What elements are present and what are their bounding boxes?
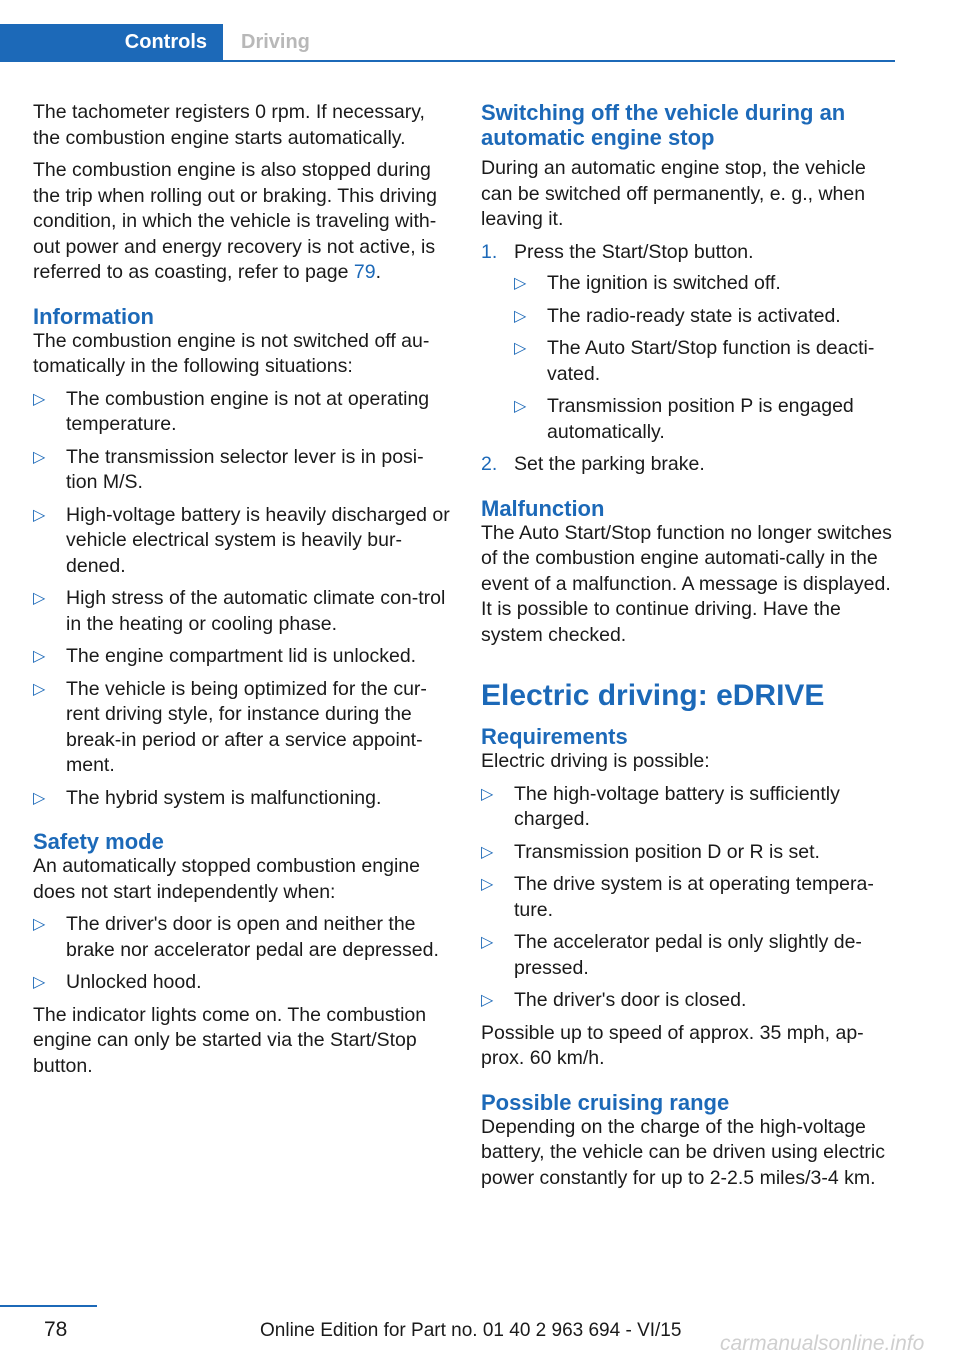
header-rule — [0, 60, 895, 62]
requirements-outro: Possible up to speed of approx. 35 mph, ap‐prox. 60 km/h. — [481, 1021, 864, 1069]
list-item-text: The vehicle is being optimized for the cur‐rent driving style, for instance during the break-in period or after a service appoint‐ment. — [66, 677, 427, 776]
edition-footer: Online Edition for Part no. 01 40 2 963 694 - VI/15 — [260, 1320, 682, 1341]
step-text: Set the parking brake. — [514, 453, 705, 475]
list-item-text: The high-voltage battery is sufficiently charged. — [514, 782, 840, 830]
list-item-text: High stress of the automatic climate con‐trol in the heating or cooling phase. — [66, 587, 446, 635]
list-item — [481, 782, 901, 833]
triangle-bullet-icon: ▷ — [514, 340, 527, 357]
list-item-text: The driver's door is closed. — [514, 989, 747, 1011]
list-item — [33, 586, 453, 637]
paragraph-coasting — [33, 158, 453, 286]
list-item — [514, 336, 901, 387]
step-sub-list — [514, 271, 901, 445]
list-item-text: The Auto Start/Stop function is deacti‐vated. — [547, 337, 875, 385]
requirements-intro: Electric driving is possible: — [481, 750, 710, 772]
triangle-bullet-icon: ▷ — [514, 307, 527, 325]
safety-list — [33, 912, 453, 996]
section-title-edrive: Electric driving: eDRIVE — [481, 679, 825, 712]
triangle-bullet-icon: ▷ — [33, 789, 46, 807]
list-item-text: The radio-ready state is activated. — [547, 304, 841, 327]
heading-information: Information — [33, 303, 154, 329]
list-item — [514, 271, 901, 297]
page-79-link[interactable]: 79 — [353, 261, 376, 283]
list-item-text: The accelerator pedal is only slightly de‐pressed. — [514, 931, 862, 979]
triangle-bullet-icon: ▷ — [481, 992, 494, 1009]
tab-driving[interactable]: Driving — [241, 31, 310, 53]
page-header — [0, 0, 895, 62]
requirements-list — [481, 782, 901, 1014]
left-column — [33, 100, 453, 1086]
list-item — [33, 445, 453, 496]
triangle-bullet-icon: ▷ — [481, 876, 494, 893]
step-number: 1. — [481, 240, 498, 263]
list-item-text: The driver's door is open and neither the brake nor accelerator pedal are depressed. — [66, 913, 439, 961]
right-column — [481, 100, 901, 1198]
safety-intro: An automatically stopped combustion engine does not start independently when: — [33, 855, 420, 903]
step-number: 2. — [481, 453, 498, 475]
list-item — [33, 644, 453, 670]
list-item — [514, 394, 901, 445]
list-item — [481, 930, 901, 981]
triangle-bullet-icon: ▷ — [33, 974, 46, 991]
list-item-text: The engine compartment lid is unlocked. — [66, 645, 417, 667]
step-item — [481, 452, 901, 478]
coasting-text: The combustion engine is also stopped during the trip when rolling out or braking. This driving condition, in which the vehicle is traveling with‐out power and energy recovery is not active, is referred to as coasting, refer to page — [33, 159, 437, 283]
watermark: carmanualsonline.info — [720, 1332, 925, 1355]
list-item-text: The transmission selector lever is in posi‐tion M/S. — [66, 445, 424, 493]
list-item-text: The drive system is at operating tempera‐ture. — [514, 873, 874, 921]
list-item-text: The hybrid system is malfunctioning. — [66, 786, 382, 809]
list-item-text: Transmission position D or R is set. — [514, 840, 820, 863]
list-item — [33, 912, 453, 963]
list-item — [481, 988, 901, 1014]
information-intro: The combustion engine is not switched off au‐tomatically in the following situations: — [33, 329, 430, 377]
page-number-rule — [0, 1305, 97, 1307]
information-list — [33, 387, 453, 812]
list-item — [514, 304, 901, 330]
switchoff-intro: During an automatic engine stop, the vehicle can be switched off permanently, e. g., when leaving it. — [481, 157, 866, 230]
step-item — [481, 240, 901, 446]
heading-cruising-range: Possible cruising range — [481, 1089, 730, 1115]
list-item-text: High-voltage battery is heavily discharged or vehicle electrical system is heavily bur‐dened. — [66, 503, 450, 577]
list-item — [33, 503, 453, 580]
tab-controls[interactable]: Controls — [0, 24, 223, 61]
triangle-bullet-icon: ▷ — [33, 448, 46, 466]
step-text: Press the Start/Stop button. — [514, 240, 754, 263]
list-item — [481, 872, 901, 923]
triangle-bullet-icon: ▷ — [481, 785, 494, 803]
triangle-bullet-icon: ▷ — [514, 275, 527, 292]
coasting-end: . — [375, 261, 381, 283]
list-item — [33, 786, 453, 812]
list-item-text: Unlocked hood. — [66, 971, 202, 993]
heading-safety-mode: Safety mode — [33, 829, 164, 854]
safety-outro: The indicator lights come on. The combustion engine can only be started via the Start/Stop button. — [33, 1003, 427, 1077]
malfunction-text: The Auto Start/Stop function no longer switches of the combustion engine automati‐cally in the event of a malfunction. A message is displayed. It is possible to continue driving. Have the system checked. — [481, 521, 892, 646]
paragraph-tachometer: The tachometer registers 0 rpm. If necessary, the combustion engine starts automatically. — [33, 101, 425, 149]
heading-malfunction: Malfunction — [481, 495, 605, 521]
list-item — [33, 387, 453, 438]
triangle-bullet-icon: ▷ — [481, 934, 494, 951]
list-item-text: Transmission position P is engaged automatically. — [547, 395, 854, 443]
page-number: 78 — [44, 1318, 68, 1341]
list-item — [481, 840, 901, 866]
list-item — [33, 970, 453, 996]
triangle-bullet-icon: ▷ — [33, 648, 46, 665]
list-item — [33, 677, 453, 779]
triangle-bullet-icon: ▷ — [33, 916, 46, 933]
list-item-text: The ignition is switched off. — [547, 272, 781, 294]
triangle-bullet-icon: ▷ — [33, 680, 46, 698]
triangle-bullet-icon: ▷ — [481, 843, 494, 861]
triangle-bullet-icon: ▷ — [514, 398, 527, 415]
triangle-bullet-icon: ▷ — [33, 390, 46, 408]
triangle-bullet-icon: ▷ — [33, 590, 46, 607]
cruising-range-text: Depending on the charge of the high-voltage battery, the vehicle can be driven using electric power constantly for up to 2-2.5 miles/3-4 km. — [481, 1115, 885, 1189]
triangle-bullet-icon: ▷ — [33, 506, 46, 524]
heading-switching-off: Switching off the vehicle during an automatic engine stop — [481, 100, 846, 150]
heading-requirements: Requirements — [481, 724, 628, 749]
steps-list — [481, 240, 901, 478]
list-item-text: The combustion engine is not at operating temperature. — [66, 387, 430, 435]
